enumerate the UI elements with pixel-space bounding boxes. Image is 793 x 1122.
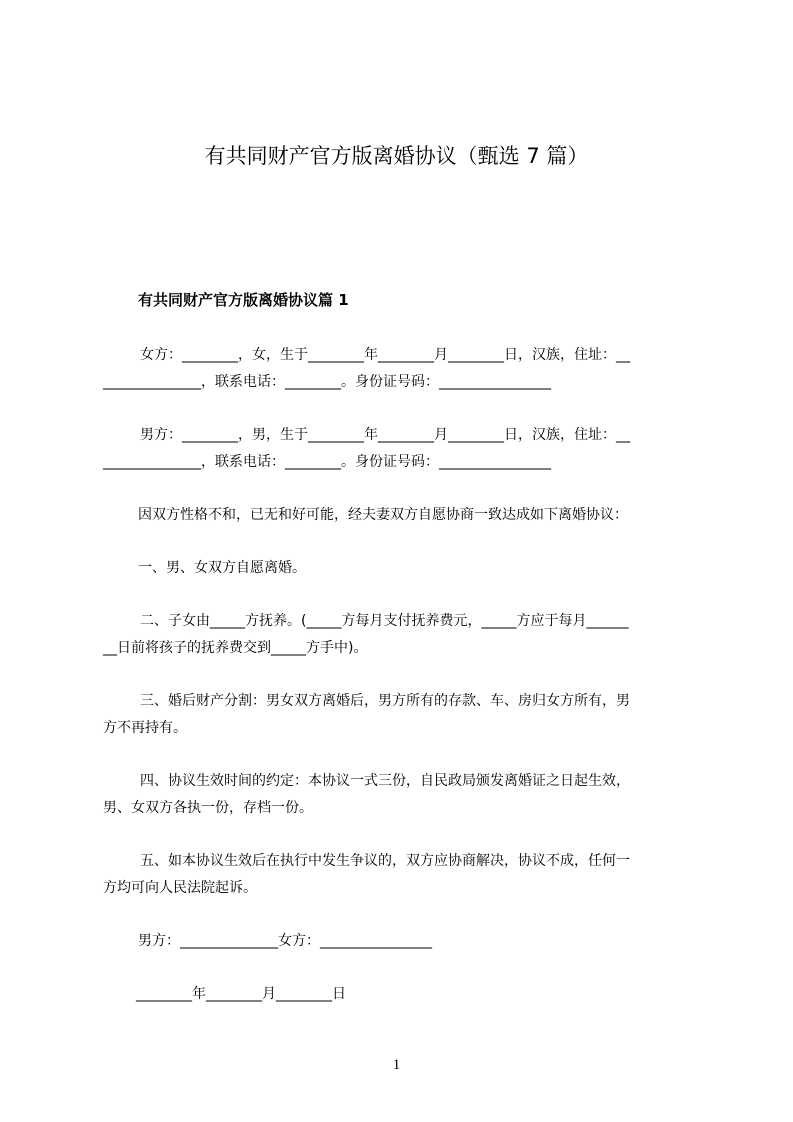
male-party-line-2: ______________，联系电话：________。身份证号码：________________ bbox=[103, 454, 551, 470]
preamble-text: 因双方性格不和，已无和好可能，经夫妻双方自愿协商一致达成如下离婚协议： bbox=[138, 507, 628, 523]
clause-2-line-1: 二、子女由_____方抚养。(_____方每月支付抚养费元，_____方应于每月______ bbox=[140, 613, 629, 629]
section-heading: 有共同财产官方版离婚协议篇 1 bbox=[138, 291, 349, 309]
female-party-line-1: 女方：________，女，生于________年________月________日，汉族，住址：__ bbox=[140, 347, 630, 363]
signature-line: 男方：______________女方：________________ bbox=[138, 933, 432, 949]
clause-3-line-2: 方不再持有。 bbox=[103, 720, 187, 736]
document-title: 有共同财产官方版离婚协议（甄选 7 篇） bbox=[204, 144, 589, 168]
clause-5-line-2: 方均可向人民法院起诉。 bbox=[103, 880, 257, 896]
clause-5-line-1: 五、如本协议生效后在执行中发生争议的，双方应协商解决，协议不成，任何一 bbox=[140, 853, 630, 869]
clause-1: 一、男、女双方自愿离婚。 bbox=[138, 560, 306, 576]
clause-2-line-2: __日前将孩子的抚养费交到_____方手中)。 bbox=[103, 640, 368, 656]
date-line: ________年________月________日 bbox=[136, 986, 346, 1002]
clause-4-line-1: 四、协议生效时间的约定：本协议一式三份，自民政局颁发离婚证之日起生效， bbox=[140, 773, 630, 789]
clause-4-line-2: 男、女双方各执一份，存档一份。 bbox=[103, 800, 313, 816]
male-party-line-1: 男方：________，男，生于________年________月________日，汉族，住址：__ bbox=[140, 427, 630, 443]
female-party-line-2: ______________，联系电话：________。身份证号码：________________ bbox=[103, 374, 551, 390]
page-number: 1 bbox=[392, 1057, 401, 1073]
clause-3-line-1: 三、婚后财产分割：男女双方离婚后，男方所有的存款、车、房归女方所有，男 bbox=[140, 693, 630, 709]
